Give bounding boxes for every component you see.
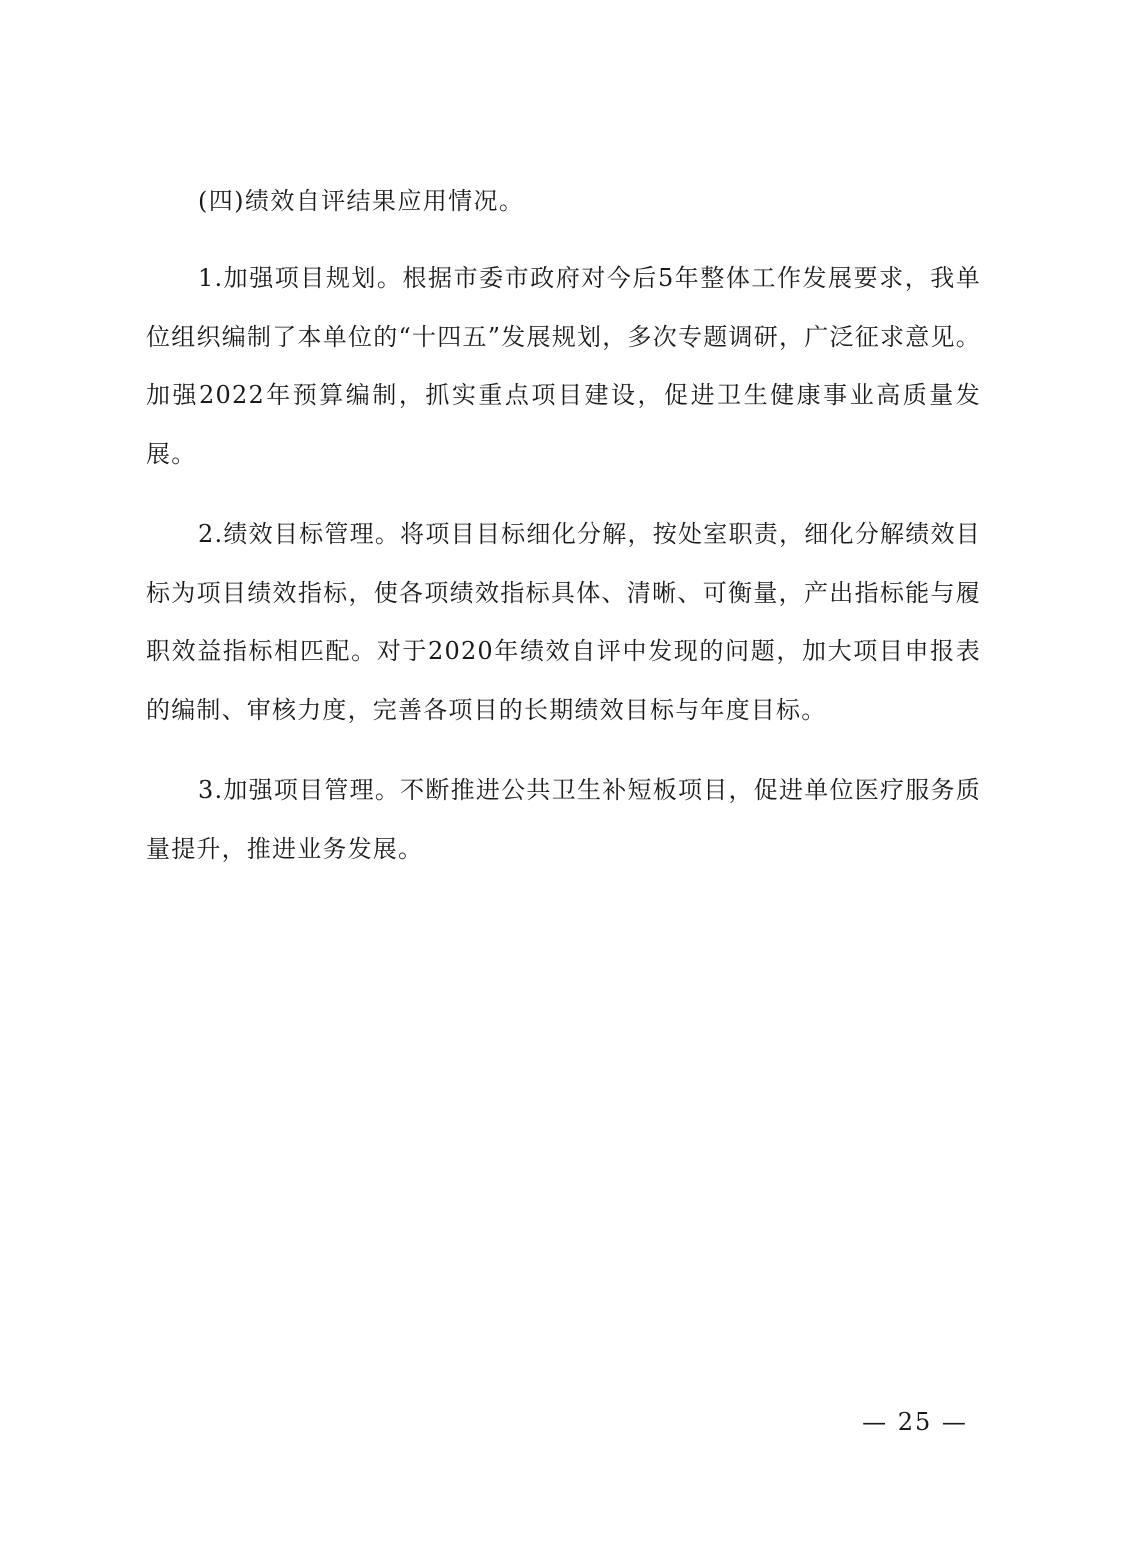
section-heading: (四)绩效自评结果应用情况。 xyxy=(198,187,525,215)
page-number: — 25 — xyxy=(862,1408,968,1436)
paragraph-project-management: 3.加强项目管理。不断推进公共卫生补短板项目，促进单位医疗服务质量提升，推进业务发展。 xyxy=(146,776,981,863)
document-body xyxy=(146,175,981,900)
paragraph-performance-goals: 2.绩效目标管理。将项目目标细化分解，按处室职责，细化分解绩效目标为项目绩效指标，使各项绩效指标具体、清晰、可衡量，产出指标能与履职效益指标相匹配。对于2020年绩效自评中发现的问题，加大项目申报表的编制、审核力度，完善各项目的长期绩效目标与年度目标。 xyxy=(146,520,981,724)
paragraph-project-planning: 1.加强项目规划。根据市委市政府对今后5年整体工作发展要求，我单位组织编制了本单位的“十四五”发展规划，多次专题调研，广泛征求意见。加强2022年预算编制，抓实重点项目建设，促进卫生健康事业高质量发展。 xyxy=(146,264,981,468)
